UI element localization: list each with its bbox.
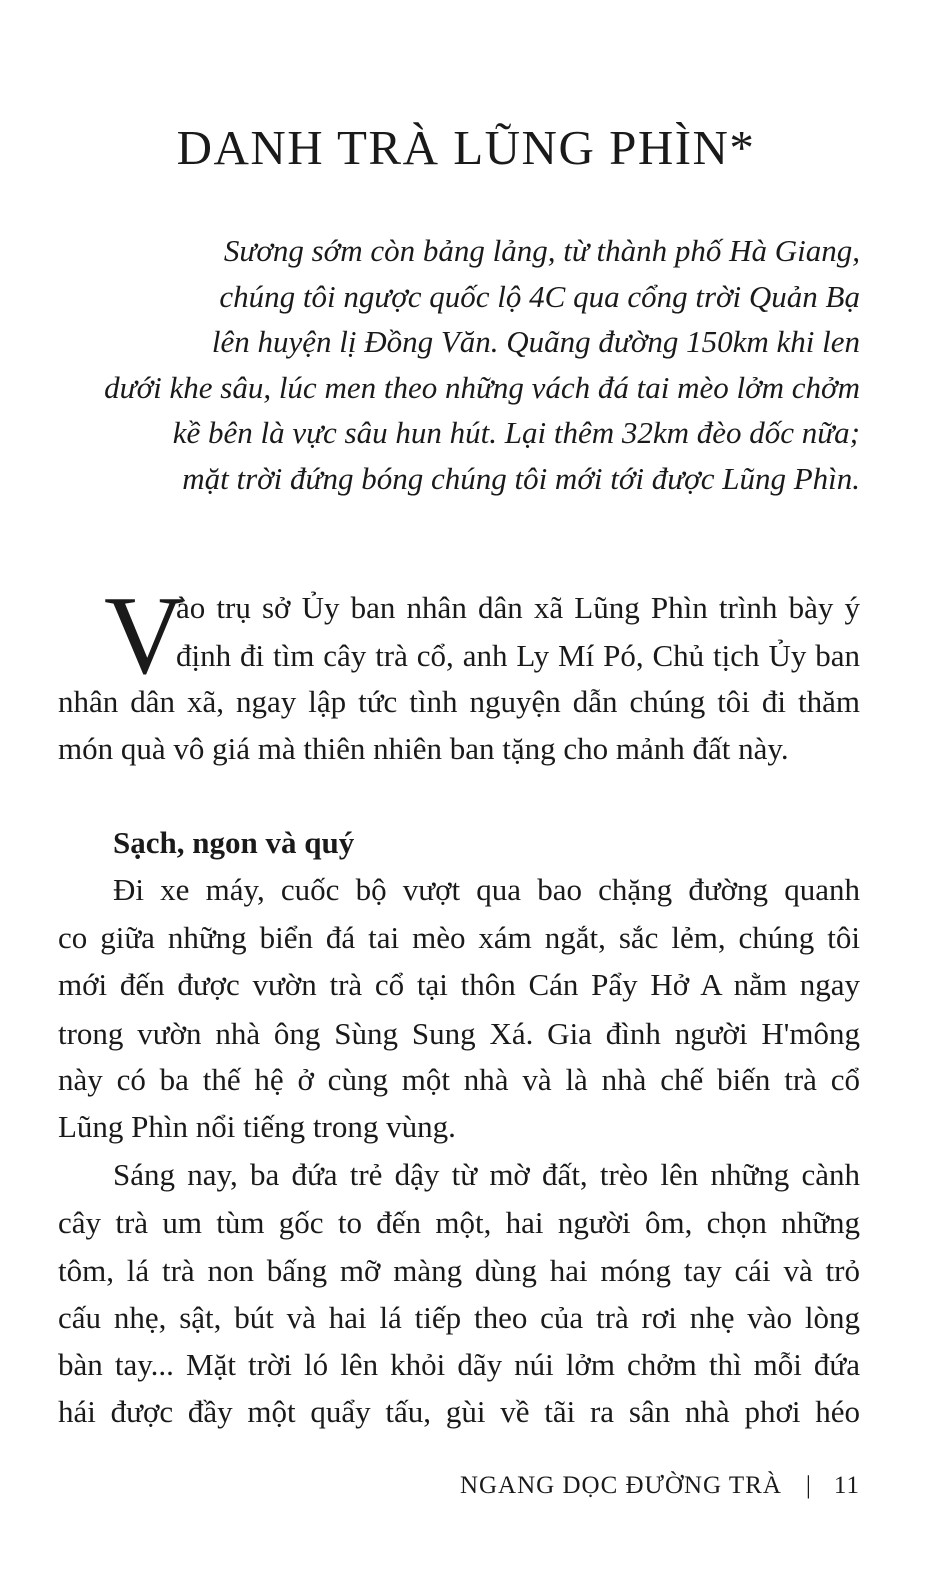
body-line: Lũng Phìn nổi tiếng trong vùng.: [58, 1109, 456, 1144]
epigraph: [56, 228, 860, 501]
body-line: co giữa những biển đá tai mèo xám ngắt, sắc lẻm, chúng tôi: [58, 920, 860, 955]
running-title: NGANG DỌC ĐƯỜNG TRÀ: [459, 1472, 782, 1499]
body-line: Đi xe máy, cuốc bộ vượt qua bao chặng đường quanh: [113, 872, 860, 907]
section-heading: Sạch, ngon và quý: [113, 825, 355, 860]
body-line: tôm, lá trà non bấng mỡ màng dùng hai móng tay cái và trỏ: [58, 1253, 860, 1288]
footer-separator: |: [805, 1472, 812, 1499]
body-line: cấu nhẹ, sật, bút và hai lá tiếp theo của trà rơi nhẹ vào lòng: [58, 1300, 860, 1335]
body-line: này có ba thế hệ ở cùng một nhà và là nhà chế biến trà cổ: [58, 1062, 860, 1097]
body-line: nhân dân xã, ngay lập tức tình nguyện dẫn chúng tôi đi thăm: [58, 684, 860, 719]
epigraph-line: lên huyện lị Đồng Văn. Quãng đường 150km khi len: [211, 324, 860, 359]
body-line: món quà vô giá mà thiên nhiên ban tặng cho mảnh đất này.: [58, 731, 789, 766]
page-number: 11: [833, 1472, 860, 1499]
drop-cap: V: [104, 574, 185, 698]
page-footer: [460, 1468, 860, 1504]
body-line: cây trà um tùm gốc to đến một, hai người ôm, chọn những: [58, 1205, 860, 1240]
epigraph-line: kề bên là vực sâu hun hút. Lại thêm 32km đèo dốc nữa;: [172, 415, 860, 450]
body-line: định đi tìm cây trà cổ, anh Ly Mí Pó, Chủ tịch Ủy ban: [176, 638, 860, 673]
body-line: bàn tay... Mặt trời ló lên khỏi dãy núi lởm chởm thì mỗi đứa: [58, 1347, 860, 1382]
epigraph-line: chúng tôi ngược quốc lộ 4C qua cổng trời Quản Bạ: [219, 278, 860, 314]
body-line: Sáng nay, ba đứa trẻ dậy từ mờ đất, trèo lên những cành: [113, 1157, 860, 1192]
body-line: ào trụ sở Ủy ban nhân dân xã Lũng Phìn trình bày ý: [176, 590, 860, 625]
chapter-title: DANH TRÀ LŨNG PHÌN*: [176, 120, 756, 175]
epigraph-line: Sương sớm còn bảng lảng, từ thành phố Hà Giang,: [223, 233, 860, 268]
body-line: mới đến được vườn trà cổ tại thôn Cán Pẩy Hở A nằm ngay: [58, 967, 860, 1002]
body-line: trong vườn nhà ông Sùng Sung Xá. Gia đình người H'mông: [58, 1016, 860, 1051]
epigraph-line: mặt trời đứng bóng chúng tôi mới tới được Lũng Phìn.: [182, 460, 860, 496]
epigraph-line: dưới khe sâu, lúc men theo những vách đá tai mèo lởm chởm: [104, 369, 860, 405]
body-line: hái được đầy một quẩy tấu, gùi về tãi ra sân nhà phơi héo: [58, 1394, 860, 1429]
